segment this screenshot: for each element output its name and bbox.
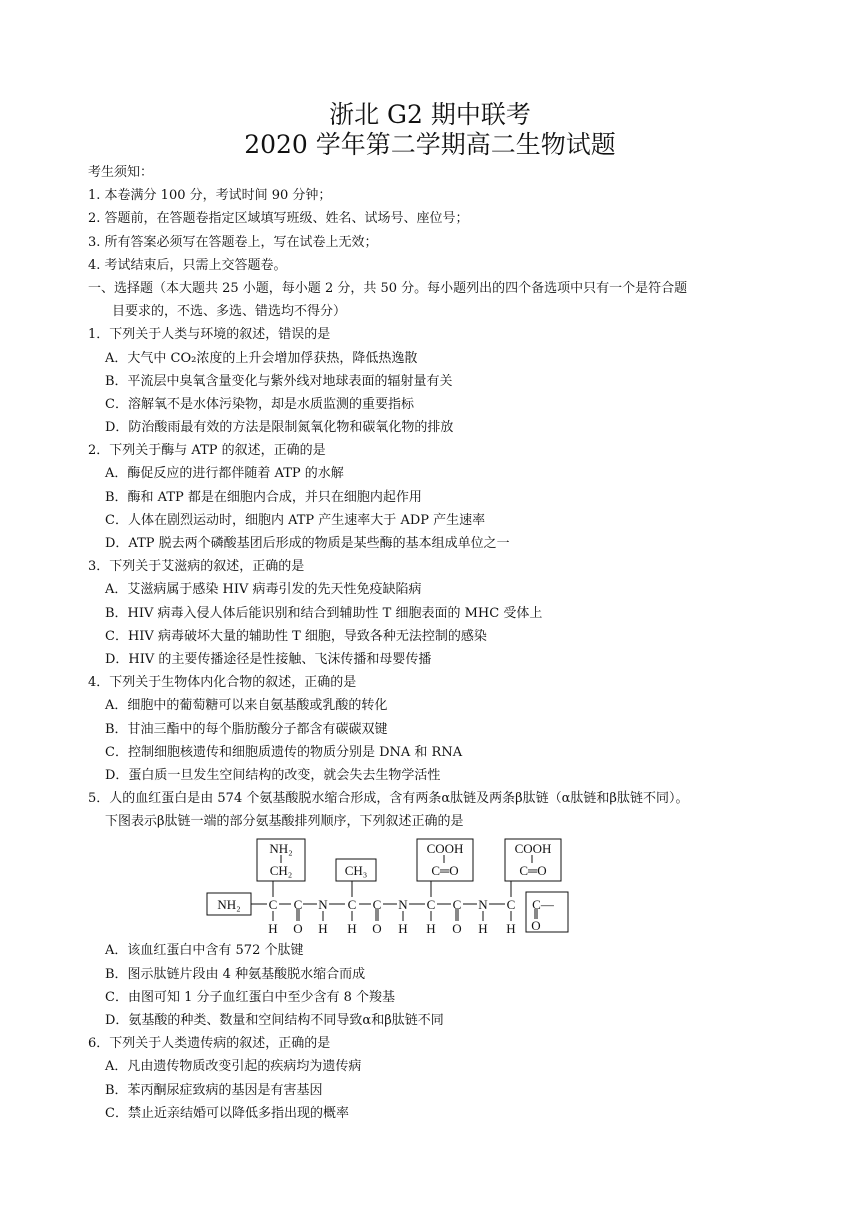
- question-option: A．艾滋病属于感染 HIV 病毒引发的先天性免疫缺陷病: [105, 582, 422, 598]
- peptide-chain-diagram: [203, 837, 583, 937]
- atom-c: C: [293, 897, 303, 913]
- notice-heading: 考生须知：: [88, 165, 154, 180]
- side-chain-2: CH₃: [344, 863, 368, 879]
- question-option: A．细胞中的葡萄糖可以来自氨基酸或乳酸的转化: [105, 698, 388, 714]
- question-option: A．酶促反应的进行都伴随着 ATP 的水解: [105, 466, 344, 482]
- side-chain-4-top: COOH: [514, 841, 552, 857]
- side-chain-1-top: NH₂: [269, 841, 293, 857]
- atom-o: O: [372, 921, 382, 937]
- question-option: C．由图可知 1 分子血红蛋白中至少含有 8 个羧基: [105, 989, 396, 1005]
- atom-h: H: [506, 921, 516, 937]
- question-option: A．凡由遗传物质改变引起的疾病均为遗传病: [105, 1059, 362, 1075]
- peptide-structure-figure: [88, 833, 788, 939]
- atom-o: O: [293, 921, 303, 937]
- question-option: B．图示肽链片段由 4 种氨基酸脱水缩合而成: [105, 966, 366, 982]
- notice-item: 4. 考试结束后，只需上交答题卷。: [88, 257, 287, 273]
- question-option: B．平流层中臭氧含量变化与紫外线对地球表面的辐射量有关: [105, 373, 453, 389]
- question-option: C．控制细胞核遗传和细胞质遗传的物质分别是 DNA 和 RNA: [105, 744, 463, 760]
- atom-h: H: [398, 921, 408, 937]
- question-option: C．人体在剧烈运动时，细胞内 ATP 产生速率大于 ADP 产生速率: [105, 512, 486, 528]
- side-chain-3-bottom: C═O: [431, 863, 459, 879]
- question-stem: 2．下列关于酶与 ATP 的叙述，正确的是: [88, 443, 326, 459]
- question-option: B．甘油三酯中的每个脂肪酸分子都含有碳碳双键: [105, 721, 388, 737]
- notice-item: 2. 答题前，在答题卷指定区域填写班级、姓名、试场号、座位号；: [88, 211, 469, 227]
- atom-n: N: [318, 897, 328, 913]
- question-option: D．HIV 的主要传播途径是性接触、飞沫传播和母婴传播: [105, 651, 432, 667]
- side-chain-3-top: COOH: [426, 841, 464, 857]
- atom-c: C: [452, 897, 462, 913]
- question-stem: 1．下列关于人类与环境的叙述，错误的是: [88, 327, 331, 343]
- atom-c: C: [372, 897, 382, 913]
- atom-n: N: [478, 897, 488, 913]
- question-option: D．氨基酸的种类、数量和空间结构不同导致α和β肽链不同: [105, 1013, 444, 1028]
- section-heading: 一、选择题（本大题共 25 小题，每小题 2 分，共 50 分。每小题列出的四个备选项中只有一个是符合题: [88, 280, 688, 296]
- atom-h: H: [268, 921, 278, 937]
- question-option: C．HIV 病毒破坏大量的辅助性 T 细胞，导致各种无法控制的感染: [105, 628, 487, 644]
- exam-title-line1: 浙北 G2 期中联考: [329, 100, 531, 129]
- question-option: D．蛋白质一旦发生空间结构的改变，就会失去生物学活性: [105, 767, 441, 783]
- atom-o: O: [452, 921, 462, 937]
- exam-body: [88, 161, 788, 1125]
- question-option: A．该血红蛋白中含有 572 个肽键: [105, 943, 304, 959]
- atom-o: O: [531, 918, 541, 934]
- question-option: C．溶解氧不是水体污染物，却是水质监测的重要指标: [105, 396, 414, 412]
- question-stem: 4．下列关于生物体内化合物的叙述，正确的是: [88, 675, 357, 691]
- atom-c: C: [268, 897, 278, 913]
- atom-h: H: [478, 921, 488, 937]
- question-option: D．防治酸雨最有效的方法是限制氮氧化物和碳氧化物的排放: [105, 420, 454, 436]
- question-option: D．ATP 脱去两个磷酸基团后形成的物质是某些酶的基本组成单位之一: [105, 536, 510, 551]
- atom-c: C: [506, 897, 516, 913]
- question-option: C．禁止近亲结婚可以降低多指出现的概率: [105, 1105, 349, 1121]
- atom-c: C: [347, 897, 357, 913]
- amino-terminal-label: NH₂: [217, 897, 241, 913]
- question-stem-cont: 下图表示β肽链一端的部分氨基酸排列顺序，下列叙述正确的是: [105, 814, 464, 830]
- atom-h: H: [318, 921, 328, 937]
- question-stem: 5．人的血红蛋白是由 574 个氨基酸脱水缩合形成，含有两条α肽链及两条β肽链（α肽链和β肽链不同）。: [88, 791, 689, 807]
- notice-item: 3. 所有答案必须写在答题卷上，写在试卷上无效；: [88, 234, 378, 250]
- question-stem: 6．下列关于人类遗传病的叙述，正确的是: [88, 1036, 331, 1052]
- atom-c: C: [426, 897, 436, 913]
- question-option: B．酶和 ATP 都是在细胞内合成，并只在细胞内起作用: [105, 489, 422, 505]
- question-option: B．苯丙酮尿症致病的基因是有害基因: [105, 1082, 323, 1098]
- question-stem: 3．下列关于艾滋病的叙述，正确的是: [88, 559, 305, 575]
- terminal-carbonyl: C—: [532, 897, 554, 913]
- notice-item: 1. 本卷满分 100 分，考试时间 90 分钟；: [88, 188, 332, 204]
- side-chain-4-bottom: C═O: [519, 863, 547, 879]
- side-chain-1-bottom: CH₂: [269, 863, 293, 879]
- question-option: B．HIV 病毒入侵人体后能识别和结合到辅助性 T 细胞表面的 MHC 受体上: [105, 605, 543, 621]
- question-option: A．大气中 CO₂浓度的上升会增加俘获热，降低热逸散: [105, 350, 418, 366]
- atom-h: H: [426, 921, 436, 937]
- atom-h: H: [347, 921, 357, 937]
- atom-n: N: [398, 897, 408, 913]
- section-heading-cont: 目要求的，不选、多选、错选均不得分）: [112, 304, 347, 320]
- exam-title-line2: 2020 学年第二学期高二生物试题: [244, 130, 616, 159]
